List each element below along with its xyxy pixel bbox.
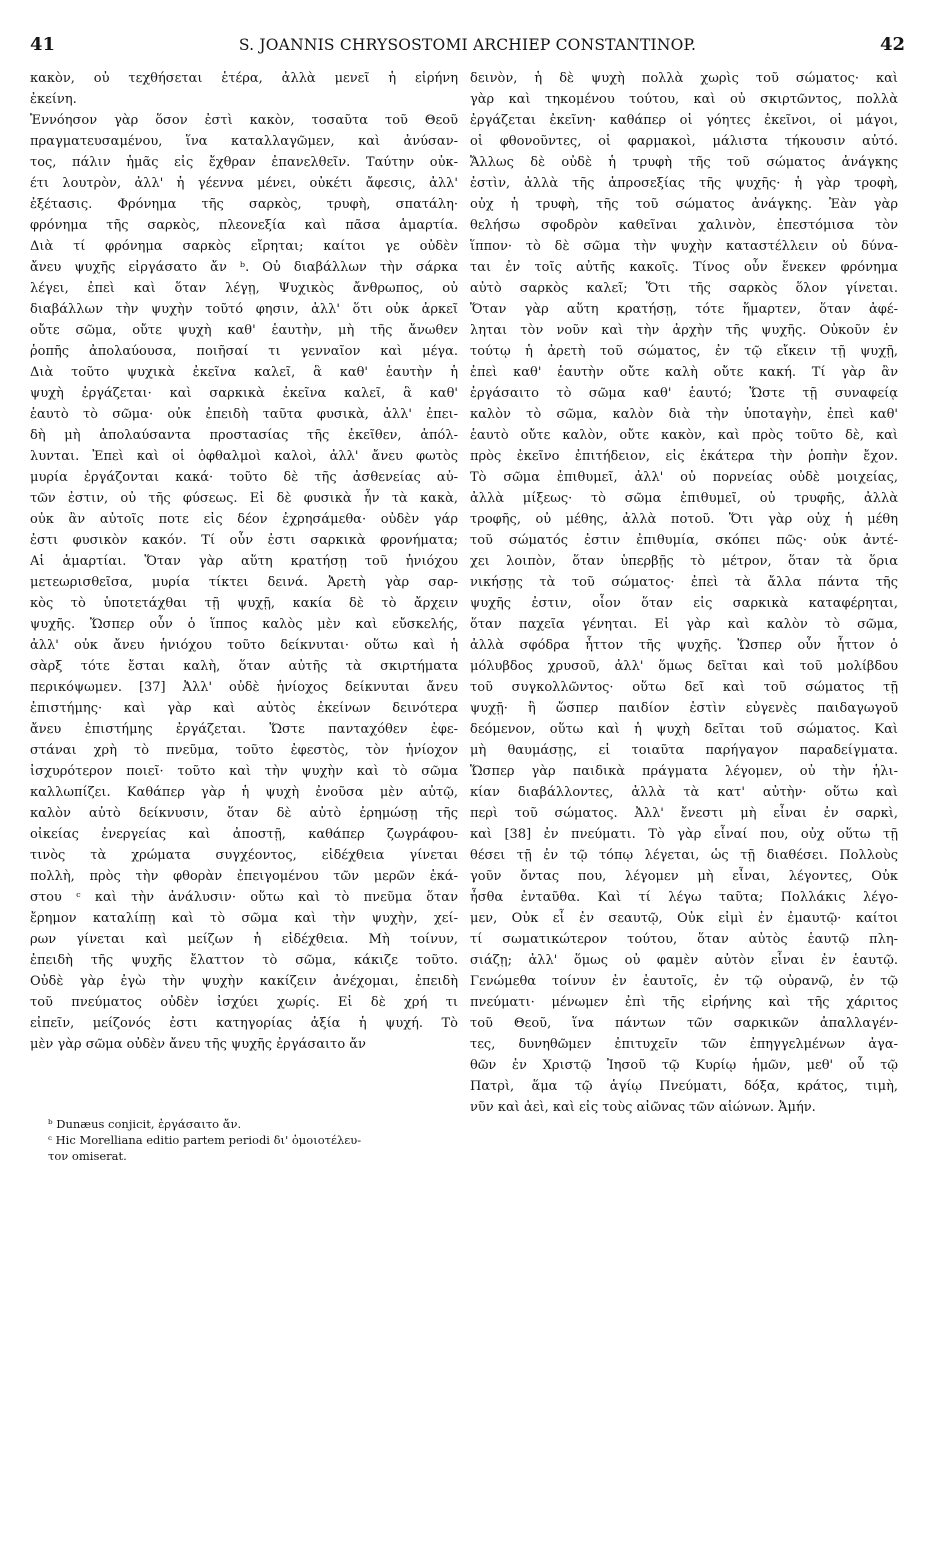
right-page-number: 42 <box>879 34 905 55</box>
left-column <box>30 68 458 1055</box>
text-line: Ὅταν γὰρ αὕτη κρατήσῃ, τότε ἥμαρτεν, ὅταν ἀφέ- <box>470 302 898 317</box>
text-line: μεν, Οὐκ εἶ ἐν σεαυτῷ, Οὐκ εἰμὶ ἐν ἐμαυτῷ· καίτοι <box>470 911 898 926</box>
text-line: περὶ τοῦ σώματος. Ἀλλ' ἔνεστι μὴ εἶναι ἐν σαρκὶ, <box>470 806 898 821</box>
text-line: καλὸν αὐτὸ δείκνυσιν, ὅταν δὲ αὐτὸ ἐρημώσῃ τῆς <box>30 806 458 821</box>
text-line: σὰρξ τότε ἔσται καλὴ, ὅταν αὐτῆς τὰ σκιρτήματα <box>30 659 458 674</box>
text-line: μόλυβδος χρυσοῦ, ἀλλ' ὅμως δεῖται καὶ τοῦ μολίβδου <box>470 659 898 674</box>
text-line: καὶ [38] ἐν πνεύματι. Τὸ γὰρ εἶναί που, οὐχ οὕτω τῇ <box>470 827 898 842</box>
page-header <box>30 34 905 58</box>
text-line: ρων γίνεται καὶ μείζων ἡ εἰδέχθεια. Μὴ τοίνυν, <box>30 932 458 947</box>
text-line: ἐκείνη. <box>30 92 77 107</box>
text-line: τινὸς τὰ χρώματα συγχέοντος, εἰδέχθεια γίνεται <box>30 848 458 863</box>
text-line: θέσει τῇ ἐν τῷ τόπῳ λέγεται, ὡς τῇ διαθέσει. Πολλοὺς <box>470 848 898 863</box>
text-line: ται ἐν τοῖς αὐτῆς κακοῖς. Τίνος οὖν ἕνεκεν φρόνημα <box>470 260 898 275</box>
text-line: μὲν γὰρ σῶμα οὐδὲν ἄνευ τῆς ψυχῆς ἐργάσαιτο ἄν <box>30 1037 366 1052</box>
footnote-line: ᵇ Dunæus conjicit, ἐργάσαιτο ἄν. <box>48 1117 242 1131</box>
text-line: οὔτε σῶμα, οὔτε ψυχὴ καθ' ἑαυτὴν, μὴ τῆς ἄνωθεν <box>30 323 458 338</box>
text-line: νικήσῃς τὰ τοῦ σώματος· ἐπεὶ τὰ ἄλλα πάντα τῆς <box>470 575 898 590</box>
text-line: οὐκ ἂν αὐτοῖς ποτε εἰς δέον ἐχρησάμεθα· οὐδὲν γάρ <box>30 512 458 527</box>
text-line: στάναι χρὴ τὸ πνεῦμα, τοῦτο ἐφεστὸς, τὸν ἡνίοχον <box>30 743 458 758</box>
text-line: ψυχῇ· ἢ ὥσπερ παιδίον ἐστὶν εὐγενὲς παιδαγωγοῦ <box>470 701 898 716</box>
text-line: λέγει, ἐπεὶ καὶ ὅταν λέγῃ, Ψυχικὸς ἄνθρωπος, οὐ <box>30 281 458 296</box>
right-column <box>470 68 898 1118</box>
text-line: έτι λουτρὸν, ἀλλ' ἡ γέεννα μένει, οὐκέτι ἄφεσις, ἀλλ' <box>30 176 458 191</box>
text-line: χει λοιπὸν, ὅταν ὑπερβῇς τὸ μέτρον, ὅταν τὰ ὅρια <box>470 554 898 569</box>
text-line: τες, δυνηθῶμεν ἐπιτυχεῖν τῶν ἐπηγγελμένων ἀγα- <box>470 1037 898 1052</box>
text-line: ἑαυτὸ τὸ σῶμα· οὐκ ἐπειδὴ ταῦτα φυσικὰ, ἀλλ' ἐπει- <box>30 407 458 422</box>
text-line: κακὸν, οὐ τεχθήσεται ἑτέρα, ἀλλὰ μενεῖ ἡ εἰρήνη <box>30 71 458 86</box>
text-line: τοῦ πνεύματος οὐδὲν ἰσχύει χωρίς. Εἰ δὲ χρή τι <box>30 995 458 1010</box>
footnote-line: τον omiserat. <box>48 1149 127 1163</box>
text-line: Πατρὶ, ἅμα τῷ ἁγίῳ Πνεύματι, δόξα, κράτος, τιμὴ, <box>470 1079 898 1094</box>
text-line: δεόμενον, οὕτω καὶ ἡ ψυχὴ δεῖται τοῦ σώματος. Καὶ <box>470 722 898 737</box>
text-line: εἰπεῖν, μείζονός ἐστι κατηγορίας ἀξία ἡ ψυχή. Τὸ <box>30 1016 458 1031</box>
text-line: διαβάλλων τὴν ψυχὴν τοῦτό φησιν, ἀλλ' ὅτι οὐκ ἀρκεῖ <box>30 302 458 317</box>
text-line: ἑαυτὸ οὔτε καλὸν, οὔτε κακὸν, καὶ πρὸς τοῦτο δὲ, καὶ <box>470 428 898 443</box>
text-line: πραγματευσαμένου, ἵνα καταλλαγῶμεν, καὶ ἀνύσαν- <box>30 134 458 149</box>
footnote-line: ᶜ Hic Morelliana editio partem periodi δι' ὁμοιοτέλευ- <box>48 1133 362 1147</box>
text-line: ἐπειδὴ τῆς ψυχῆς ἔλαττον τὸ σῶμα, κάκιζε τοῦτο. <box>30 953 458 968</box>
text-line: μὴ θαυμάσῃς, εἰ τοιαῦτα παρήγαγον παραδείγματα. <box>470 743 898 758</box>
text-line: Ἄλλως δὲ οὐδὲ ἡ τρυφὴ τῆς τοῦ σώματος ἀνάγκης <box>470 155 898 170</box>
text-line: οἱ φθονοῦντες, οἱ φαρμακοὶ, μάλιστα τήκουσιν αὐτό. <box>470 134 898 149</box>
text-line: γὰρ καὶ τηκομένου τούτου, καὶ οὐ σκιρτῶντος, πολλὰ <box>470 92 898 107</box>
text-line: ἐργάζεται ἐκεῖνη· καθάπερ οἱ γόητες ἐκεῖνοι, οἱ μάγοι, <box>470 113 898 128</box>
text-line: δὴ μὴ ἀπολαύσαντα προστασίας τῆς ἐκεῖθεν, ἀπόλ- <box>30 428 458 443</box>
text-line: φρόνημα τῆς σαρκὸς, πλεονεξία καὶ πᾶσα ἁμαρτία. <box>30 218 458 233</box>
text-line: ψυχῆς ἐστιν, οἷον ὅταν εἰς σαρκικὰ καταφέρηται, <box>470 596 898 611</box>
text-line: λυνται. Ἐπεὶ καὶ οἱ ὀφθαλμοὶ καλοὶ, ἀλλ' ἄνευ φωτὸς <box>30 449 458 464</box>
text-line: τοῦ σώματός ἐστιν ἐπιθυμία, σκόπει πῶς· οὐκ ἀντέ- <box>470 533 898 548</box>
text-line: μυρία ἐργάζονται κακά· τοῦτο δὲ τῆς ἀσθενείας αὐ- <box>30 470 458 485</box>
text-line: ὅταν παχεῖα γένηται. Εἰ γὰρ καὶ καλὸν τὸ σῶμα, <box>470 617 898 632</box>
text-line: τοῦ Θεοῦ, ἵνα πάντων τῶν σαρκικῶν ἀπαλλαγέν- <box>470 1016 898 1031</box>
text-line: πολλὴ, πρὸς τὴν φθορὰν ἐπειγομένου τῶν μερῶν ἑκά- <box>30 869 458 884</box>
text-line: καλλωπίζει. Καθάπερ γὰρ ἡ ψυχὴ ἐνοῦσα μὲν αὐτῷ, <box>30 785 458 800</box>
text-line: τί σωματικώτερον τούτου, ὅταν αὐτὸς ἑαυτῷ πλη- <box>470 932 898 947</box>
text-line: ῥοπῆς ἀπολαύουσα, ποιῆσαί τι γενναῖον καὶ μέγα. <box>30 344 458 359</box>
text-line: Ἐννόησον γὰρ ὅσον ἐστὶ κακὸν, τοσαῦτα τοῦ Θεοῦ <box>30 113 458 128</box>
text-line: ἐπεὶ καθ' ἑαυτὴν οὔτε καλὴ οὔτε κακή. Τί γὰρ ἂν <box>470 365 898 380</box>
text-line: μετεωρισθεῖσα, μυρία τίκτει δεινά. Ἀρετὴ γὰρ σαρ- <box>30 575 458 590</box>
text-line: Αἱ ἁμαρτίαι. Ὅταν γὰρ αὕτη κρατήσῃ τοῦ ἡνιόχου <box>30 554 458 569</box>
text-line: ἄνευ ψυχῆς εἰργάσατο ἄν ᵇ. Οὐ διαβάλλων τὴν σάρκα <box>30 260 458 275</box>
text-line: ἀλλὰ σφόδρα ἧττον τῆς ψυχῆς. Ὥσπερ οὖν ἧττον ὁ <box>470 638 898 653</box>
text-line: στου ᶜ καὶ τὴν ἀνάλυσιν· οὕτω καὶ τὸ πνεῦμα ὅταν <box>30 890 458 905</box>
text-line: ἀλλὰ μίξεως· τὸ σῶμα ἐπιθυμεῖ, οὐ τρυφῆς, ἀλλὰ <box>470 491 898 506</box>
text-line: ἰσχυρότερον ποιεῖ· τοῦτο καὶ τὴν ψυχὴν καὶ τὸ σῶμα <box>30 764 458 779</box>
text-line: σιάζῃ; ἀλλ' ὅμως οὐ φαμὲν αὐτὸν εἶναι ἐν ἑαυτῷ. <box>470 953 898 968</box>
text-line: νῦν καὶ ἀεὶ, καὶ εἰς τοὺς αἰῶνας τῶν αἰώνων. Ἀμήν. <box>470 1100 816 1115</box>
text-line: καλὸν τὸ σῶμα, καλὸν διὰ τὴν ὑποταγὴν, ἐπεὶ καθ' <box>470 407 898 422</box>
text-line: ἐξέτασις. Φρόνημα τῆς σαρκὸς, τρυφὴ, σπατάλη· <box>30 197 458 212</box>
text-line: ἐπιστήμης· καὶ γὰρ καὶ αὐτὸς ἐκείνων δεινότερα <box>30 701 458 716</box>
text-line: κὸς τὸ ὑποτετάχθαι τῇ ψυχῇ, κακία δὲ τὸ ἄρχειν <box>30 596 458 611</box>
text-line: τος, πάλιν ἡμᾶς εἰς ἔχθραν ἐπανελθεῖν. Ταύτην οὐκ- <box>30 155 458 170</box>
text-line: Οὐδὲ γὰρ ἐγὼ τὴν ψυχὴν κακίζειν ἀνέχομαι, ἐπειδὴ <box>30 974 458 989</box>
text-line: ἐστὶν, ἀλλὰ τῆς ἀπροσεξίας τῆς ψυχῆς· ἡ γὰρ τροφὴ, <box>470 176 898 191</box>
text-line: Ὥσπερ γὰρ παιδικὰ πράγματα λέγομεν, οὐ τὴν ἡλι- <box>470 764 898 779</box>
text-line: ψυχῆς. Ὥσπερ οὖν ὁ ἵππος καλὸς μὲν καὶ εὔσκελής, <box>30 617 458 632</box>
text-line: τῶν ἐστιν, οὐ τῆς φύσεως. Εἰ δὲ φυσικὰ ἦν τὰ κακὰ, <box>30 491 458 506</box>
text-line: ληται τὸν νοῦν καὶ τὴν ἀρχὴν τῆς ψυχῆς. Οὐκοῦν ἐν <box>470 323 898 338</box>
text-line: τοῦ συγκολλῶντος· οὕτω δεῖ καὶ τοῦ σώματος τῇ <box>470 680 898 695</box>
text-line: ἦσθα ἐνταῦθα. Καὶ τί λέγω ταῦτα; Πολλάκις λέγο- <box>470 890 898 905</box>
text-line: ἐστι φυσικὸν κακόν. Τί οὖν ἐστι σαρκικὰ φρονήματα; <box>30 533 458 548</box>
text-line: ἀλλ' οὐκ ἄνευ ἡνιόχου τοῦτο δείκνυται· οὕτω καὶ ἡ <box>30 638 458 653</box>
text-line: ψυχὴ ἐργάζεται· καὶ σαρκικὰ ἐκεῖνα καλεῖ, ἃ καθ' <box>30 386 458 401</box>
footnotes <box>48 1116 458 1164</box>
text-line: Διὰ τί φρόνημα σαρκὸς εἴρηται; καίτοι γε οὐδὲν <box>30 239 458 254</box>
text-line: οἰκείας ἐνεργείας καὶ ἀποστῇ, καθάπερ ζωγράφου- <box>30 827 458 842</box>
text-line: αὐτὸ σαρκὸς καλεῖ; Ὅτι τῆς σαρκὸς ὅλον γίνεται. <box>470 281 898 296</box>
text-line: γοῦν ὄντας που, λέγομεν μὴ εἶναι, λέγοντες, Οὐκ <box>470 869 898 884</box>
text-line: ἔρημον καταλίπῃ καὶ τὸ σῶμα καὶ τὴν ψυχὴν, χεί- <box>30 911 458 926</box>
text-line: πνεύματι· μένωμεν ἐπὶ τῆς εἰρήνης καὶ τῆς χάριτος <box>470 995 898 1010</box>
text-line: ἄνευ ἐπιστήμης ἐργάζεται. Ὥστε πανταχόθεν ἐφε- <box>30 722 458 737</box>
text-line: θῶν ἐν Χριστῷ Ἰησοῦ τῷ Κυρίῳ ἡμῶν, μεθ' οὗ τῷ <box>470 1058 898 1073</box>
text-line: κίαν διαβάλλοντες, ἀλλὰ τὰ κατ' αὐτὴν· οὕτω καὶ <box>470 785 898 800</box>
text-line: περικόψωμεν. [37] Ἀλλ' οὐδὲ ἡνίοχος δείκνυται ἄνευ <box>30 680 458 695</box>
text-line: ἐργάσαιτο τὸ σῶμα καθ' ἑαυτό; Ὥστε τῇ συναφείᾳ <box>470 386 898 401</box>
running-title: S. JOANNIS CHRYSOSTOMI ARCHIEP CONSTANTINOP. <box>238 36 697 54</box>
text-line: οὐχ ἡ τρυφὴ, τῆς τοῦ σώματος ἀνάγκης. Ἐὰν γὰρ <box>470 197 898 212</box>
text-line: τούτῳ ἡ ἀρετὴ τοῦ σώματος, ἐν τῷ εἴκειν τῇ ψυχῇ, <box>470 344 898 359</box>
text-line: Τὸ σῶμα ἐπιθυμεῖ, ἀλλ' οὐ πορνείας οὐδὲ μοιχείας, <box>470 470 898 485</box>
text-line: δεινὸν, ἡ δὲ ψυχὴ πολλὰ χωρὶς τοῦ σώματος· καὶ <box>470 71 898 86</box>
text-line: ἵππον· τὸ δὲ σῶμα τὴν ψυχὴν καταστέλλειν οὐ δύνα- <box>470 239 898 254</box>
text-line: θελήσω σφοδρὸν καθεῖναι χαλινὸν, ἐπεστόμισα τὸν <box>470 218 898 233</box>
text-line: Διὰ τοῦτο ψυχικὰ ἐκεῖνα καλεῖ, ἃ καθ' ἑαυτὴν ἡ <box>30 365 458 380</box>
text-line: τροφῆς, οὐ μέθης, ἀλλὰ ποτοῦ. Ὅτι γὰρ οὐχ ἡ μέθη <box>470 512 898 527</box>
text-line: Γενώμεθα τοίνυν ἐν ἑαυτοῖς, ἐν τῷ οὐρανῷ, ἐν τῷ <box>470 974 898 989</box>
left-page-number: 41 <box>30 34 56 55</box>
text-line: πρὸς ἐκεῖνο ἐπιτήδειον, εἰς ἑκάτερα τὴν ῥοπὴν ἔχον. <box>470 449 898 464</box>
